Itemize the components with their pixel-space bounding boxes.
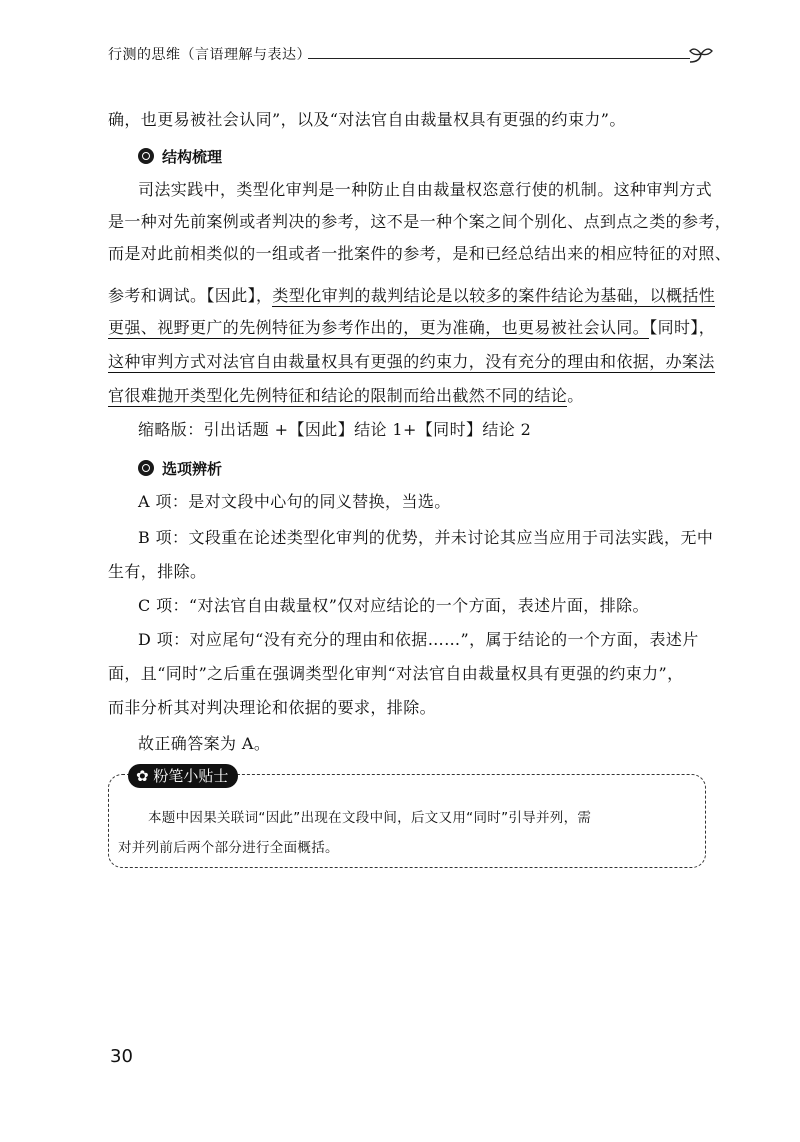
- section-heading-options: 选项辨析: [138, 458, 222, 479]
- option-b: B 项：文段重在论述类型化审判的优势，并未讨论其应当应用于司法实践，无中: [138, 528, 714, 547]
- underlined-conclusion: 官很难抛开类型化先例特征和结论的限制而给出截然不同的结论: [108, 386, 568, 405]
- continuation-text: 确，也更易被社会认同”，以及“对法官自由裁量权具有更强的约束力”。: [108, 110, 626, 129]
- header-rule: [308, 58, 690, 59]
- section-heading-structure: 结构梳理: [138, 146, 222, 167]
- page-number: 30: [110, 1046, 133, 1067]
- tip-text: 对并列前后两个部分进行全面概括。: [118, 840, 339, 856]
- running-header: [108, 44, 708, 66]
- option-a: A 项：是对文段中心句的同义替换，当选。: [138, 492, 451, 511]
- option-d: D 项：对应尾句“没有充分的理由和依据……”，属于结论的一个方面，表述片: [138, 630, 699, 649]
- option-d-cont: 面，且“同时”之后重在强调类型化审判“对法官自由裁量权具有更强的约束力”，: [108, 664, 684, 683]
- circle-bullet-icon: [138, 148, 154, 164]
- sprout-icon: ✿: [136, 767, 149, 785]
- structure-line: [108, 352, 715, 372]
- structure-line: 而是对此前相类似的一组或者一批案件的参考，是和已经总结出来的相应特征的对照、: [108, 244, 732, 263]
- structure-line: 是一种对先前案例或者判决的参考，这不是一种个案之间个别化、点到点之类的参考，: [108, 212, 732, 231]
- answer-line: 故正确答案为 A。: [138, 734, 271, 753]
- option-d-cont: 而非分析其对判决理论和依据的要求，排除。: [108, 698, 437, 717]
- tip-label: ✿ 粉笔小贴士: [128, 764, 238, 788]
- tip-text: 本题中因果关联词“因此”出现在文段中间，后文又用“同时”引导并列，需: [148, 810, 592, 826]
- structure-line: 更强、视野更广的先例特征为参考作出的，更为准确，也更易被社会认同。【同时】，: [108, 318, 716, 337]
- sprout-icon: [686, 44, 716, 68]
- header-title: 行测的思维（言语理解与表达）: [108, 47, 311, 63]
- summary-line: 缩略版：引出话题 +【因此】结论 1+【同时】结论 2: [138, 420, 532, 439]
- underlined-conclusion: 类型化审判的裁判结论是以较多的案件结论为基础，以概括性: [272, 286, 716, 305]
- circle-bullet-icon: [138, 460, 154, 476]
- structure-line: 参考和调试。【因此】，类型化审判的裁判结论是以较多的案件结论为基础，以概括性: [108, 286, 716, 305]
- structure-line: 官很难抛开类型化先例特征和结论的限制而给出截然不同的结论。: [108, 386, 584, 405]
- underlined-conclusion: 更强、视野更广的先例特征为参考作出的，更为准确，也更易被社会认同。: [108, 318, 650, 337]
- option-b-cont: 生有，排除。: [108, 562, 207, 581]
- option-c: C 项：“对法官自由裁量权”仅对应结论的一个方面，表述片面，排除。: [138, 596, 649, 615]
- underlined-conclusion: 这种审判方式对法官自由裁量权具有更强的约束力，没有充分的理由和依据，办案法: [108, 352, 715, 371]
- structure-line: 司法实践中，类型化审判是一种防止自由裁量权恣意行使的机制。这种审判方式: [138, 180, 713, 199]
